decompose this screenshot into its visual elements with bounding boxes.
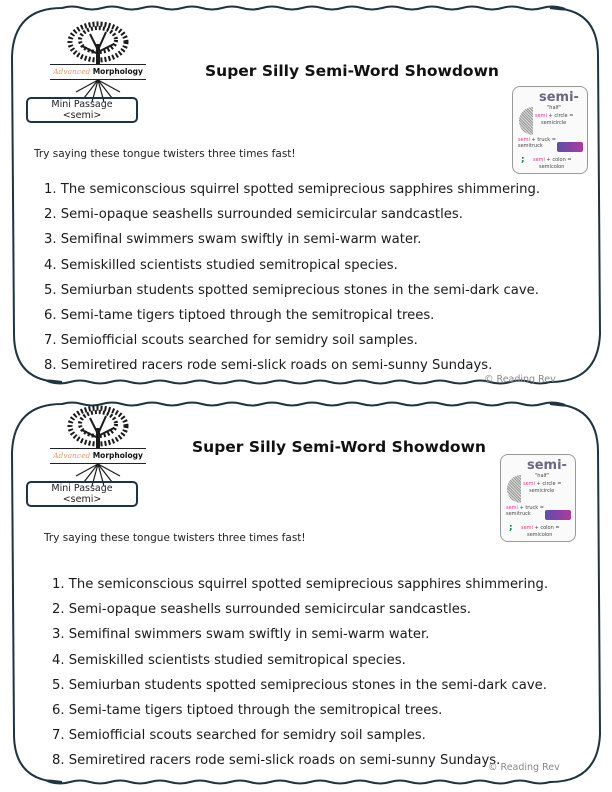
tongue-twister-item: 7. Semiofficial scouts searched for semidry soil samples. — [44, 333, 418, 349]
tongue-twister-item: 4. Semiskilled scientists studied semitropical species. — [44, 257, 398, 273]
thumb-eq1: semi + circle = — [535, 113, 574, 119]
thumb-heading: semi- — [539, 90, 579, 105]
thumb-eq3: semi + colon = — [521, 525, 560, 531]
semicolon-icon: ; — [509, 523, 513, 533]
mini-passage-line1: Mini Passage — [51, 483, 113, 494]
page-title: Super Silly Semi-Word Showdown — [192, 438, 486, 456]
tongue-twister-item: 3. Semifinal swimmers swam swiftly in semi-warm water. — [44, 232, 422, 248]
advanced-morphology-logo — [48, 20, 148, 108]
tongue-twister-item: 1. The semiconscious squirrel spotted semiprecious sapphires shimmering. — [44, 182, 541, 197]
thumb-eq2: semi + truck = — [518, 137, 556, 143]
brand-banner — [50, 64, 146, 80]
tongue-twister-item: 2. Semi-opaque seashells surrounded semicircular sandcastles. — [44, 207, 463, 223]
thumb-meaning: "half" — [535, 473, 549, 479]
tongue-twister-list — [44, 181, 540, 383]
tongue-twister-item: 6. Semi-tame tigers tiptoed through the semitropical trees. — [44, 307, 435, 323]
tongue-twister-item: 7. Semiofficial scouts searched for semidry soil samples. — [52, 728, 426, 744]
thumb-eq2: semi + truck = — [506, 505, 544, 511]
mini-passage-line2: <semi> — [62, 494, 102, 505]
semitruck-icon — [557, 142, 583, 152]
brand-banner — [50, 448, 146, 464]
brand-word-morphology: Morphology — [92, 451, 143, 460]
tongue-twister-list — [52, 576, 548, 778]
page-title: Super Silly Semi-Word Showdown — [205, 62, 499, 80]
tongue-twister-item: 6. Semi-tame tigers tiptoed through the semitropical trees. — [52, 702, 443, 718]
mini-passage-label — [26, 481, 138, 507]
copyright: © Reading Rev — [488, 762, 560, 773]
semicolon-icon: ; — [521, 155, 525, 165]
tongue-twister-item: 5. Semiurban students spotted semiprecious stones in the semi-dark cave. — [44, 282, 539, 298]
thumb-meaning: "half" — [547, 105, 561, 111]
mini-passage-line1: Mini Passage — [51, 99, 113, 110]
tongue-twister-item: 3. Semifinal swimmers swam swiftly in semi-warm water. — [52, 627, 430, 643]
thumb-eq2-result: semitruck — [506, 511, 531, 517]
instructions: Try saying these tongue twisters three times fast! — [34, 148, 296, 160]
thumb-eq2-result: semitruck — [518, 143, 543, 149]
advanced-morphology-logo — [48, 404, 148, 492]
passage-card — [0, 396, 612, 792]
instructions: Try saying these tongue twisters three times fast! — [44, 532, 306, 544]
semicircle-icon — [507, 475, 521, 503]
semi-thumbnail-image — [500, 454, 576, 542]
thumb-heading: semi- — [527, 458, 567, 473]
thumb-eq1-result: semicircle — [529, 488, 555, 494]
semitruck-icon — [545, 510, 571, 520]
tongue-twister-item: 2. Semi-opaque seashells surrounded semicircular sandcastles. — [52, 602, 471, 618]
thumb-eq3-result: semicolon — [527, 532, 553, 538]
copyright: © Reading Rev — [484, 374, 556, 385]
thumb-eq1: semi + circle = — [523, 481, 562, 487]
tongue-twister-item: 4. Semiskilled scientists studied semitropical species. — [52, 652, 406, 668]
tongue-twister-item: 5. Semiurban students spotted semiprecious stones in the semi-dark cave. — [52, 677, 547, 693]
tongue-twister-item: 1. The semiconscious squirrel spotted semiprecious sapphires shimmering. — [52, 577, 549, 592]
mini-passage-label — [26, 97, 138, 123]
brand-word-morphology: Morphology — [92, 67, 143, 76]
brand-word-advanced: Advanced — [53, 67, 91, 76]
thumb-eq1-result: semicircle — [541, 120, 567, 126]
brand-word-advanced: Advanced — [53, 451, 91, 460]
tongue-twister-item: 8. Semiretired racers rode semi-slick roads on semi-sunny Sundays. — [44, 358, 493, 374]
tongue-twister-item: 8. Semiretired racers rode semi-slick roads on semi-sunny Sundays. — [52, 753, 501, 769]
thumb-eq3: semi + colon = — [533, 157, 572, 163]
passage-card — [0, 0, 612, 392]
semi-thumbnail-image — [512, 86, 588, 174]
thumb-eq3-result: semicolon — [539, 164, 565, 170]
semicircle-icon — [519, 107, 533, 135]
mini-passage-line2: <semi> — [62, 110, 102, 121]
